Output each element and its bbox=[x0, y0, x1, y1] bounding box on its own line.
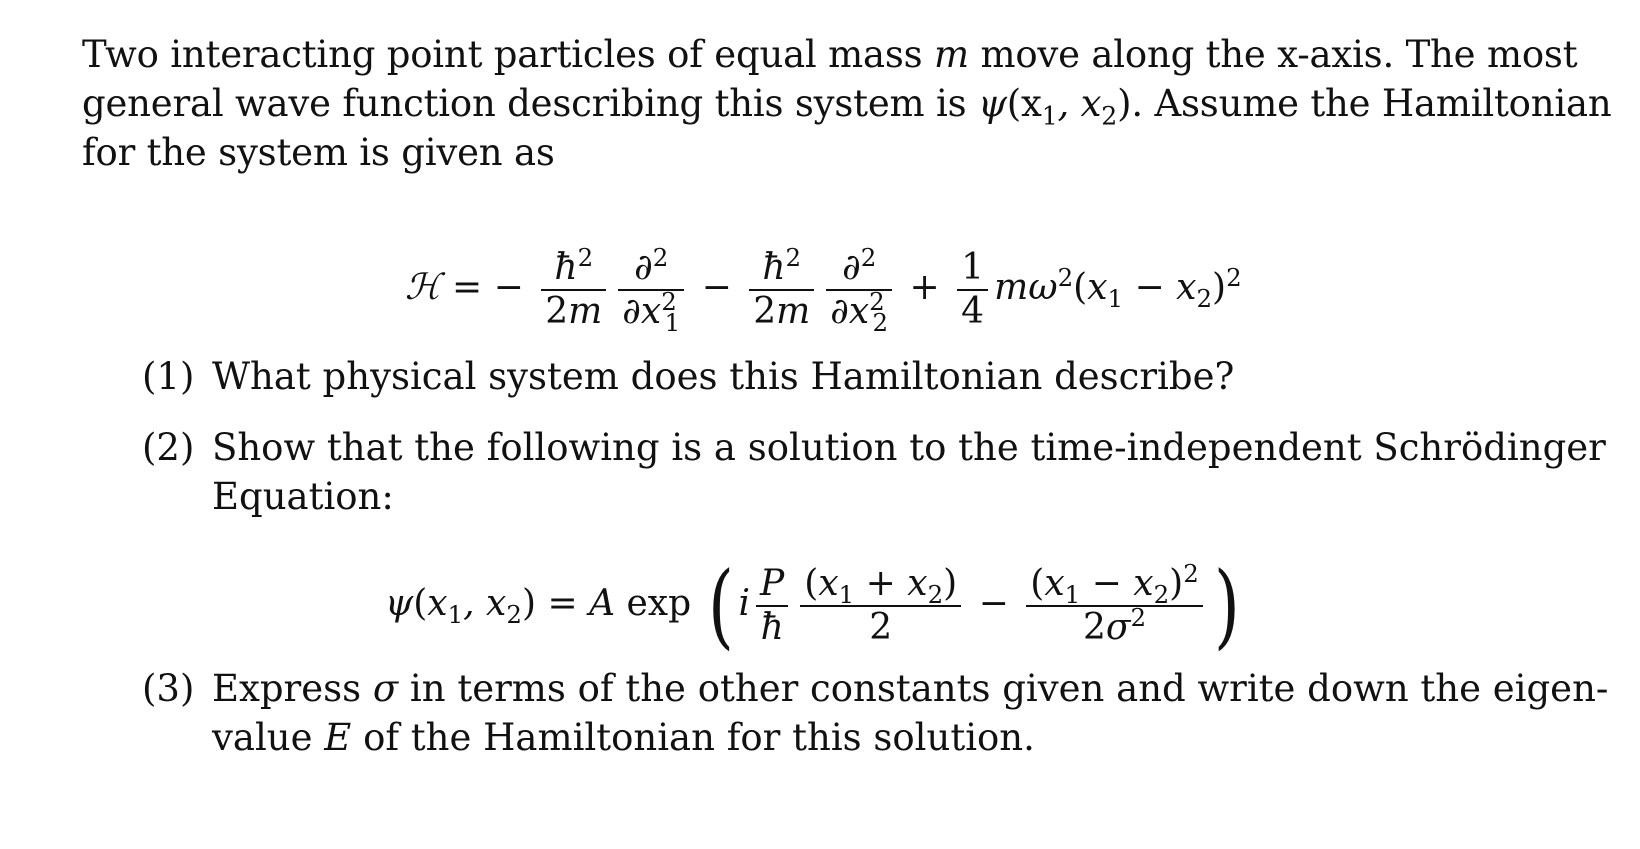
exp-function: exp bbox=[615, 583, 692, 624]
equals-sign: = bbox=[536, 583, 590, 624]
wavefunction-symbol: $\psi(x_1$, $x_2$). bbox=[977, 82, 1143, 131]
left-paren: ( bbox=[707, 552, 734, 659]
intro-text: move along the x-axis. The most bbox=[968, 33, 1578, 76]
question-line: Show that the following is a solution to the time-independent Schrödinger bbox=[212, 426, 1606, 469]
question-line: What physical system does this Hamiltonian describe? bbox=[212, 355, 1235, 398]
intro-line-3: for the system is given as bbox=[82, 131, 555, 174]
momentum-fraction: $\frac{P}{ħ}$ bbox=[756, 566, 788, 646]
intro-text: general wave function describing this system is bbox=[82, 82, 978, 125]
problem-intro bbox=[82, 30, 1612, 177]
minus-operator: − bbox=[701, 267, 744, 308]
kinetic-prefactor-1: $\frac{ħ^2}{2m}$ bbox=[541, 250, 606, 330]
second-derivative-x1: $\frac{\partial^2}{\partial x^2_1}$ bbox=[618, 250, 684, 330]
equals-minus: = − bbox=[440, 267, 524, 308]
second-derivative-x2: $\frac{\partial^2}{\partial x^2_2}$ bbox=[826, 250, 892, 330]
question-line: Equation: bbox=[212, 475, 394, 518]
wavefunction-lhs: $\psi(x_1$, $x_2$) bbox=[385, 583, 536, 630]
intro-line-2 bbox=[82, 79, 1612, 131]
question-line: value E of the Hamiltonian for this solution. bbox=[212, 716, 1035, 759]
normalization-constant: A bbox=[589, 583, 616, 624]
kinetic-prefactor-2: $\frac{ħ^2}{2m}$ bbox=[749, 250, 814, 330]
center-of-mass-fraction: $\frac{(x_1 + x_2)}{2}$ bbox=[800, 566, 961, 646]
question-number: (2) bbox=[142, 426, 195, 469]
sigma-symbol: σ bbox=[372, 667, 399, 710]
question-line: Express σ in terms of the other constants given and write down the eigen- bbox=[212, 667, 1609, 710]
gaussian-fraction: $\frac{(x_1 - x_2)^2}{2\sigma^2}$ bbox=[1026, 566, 1203, 646]
plus-operator: + bbox=[909, 267, 952, 308]
intro-text: Two interacting point particles of equal mass bbox=[82, 33, 935, 76]
right-paren: ) bbox=[1213, 552, 1240, 659]
mass-symbol: m bbox=[934, 33, 969, 76]
question-number: (1) bbox=[142, 355, 195, 398]
intro-line-1 bbox=[82, 30, 1578, 79]
energy-symbol: E bbox=[324, 716, 352, 759]
question-text bbox=[212, 352, 1602, 401]
question-number: (3) bbox=[142, 667, 195, 710]
quarter-fraction: $\frac{1}{4}$ bbox=[957, 250, 988, 330]
hamiltonian-equation bbox=[405, 243, 1242, 355]
minus-operator: − bbox=[978, 583, 1021, 624]
wavefunction-equation bbox=[385, 552, 1265, 680]
potential-term: $m\omega^2(x_1 - x_2)^2$ bbox=[994, 263, 1242, 314]
question-text bbox=[212, 664, 1609, 762]
hamiltonian-symbol: ℋ bbox=[405, 267, 441, 308]
imaginary-unit: i bbox=[738, 583, 751, 624]
question-text bbox=[212, 423, 1606, 521]
intro-text: Assume the Hamiltonian bbox=[1142, 82, 1612, 125]
